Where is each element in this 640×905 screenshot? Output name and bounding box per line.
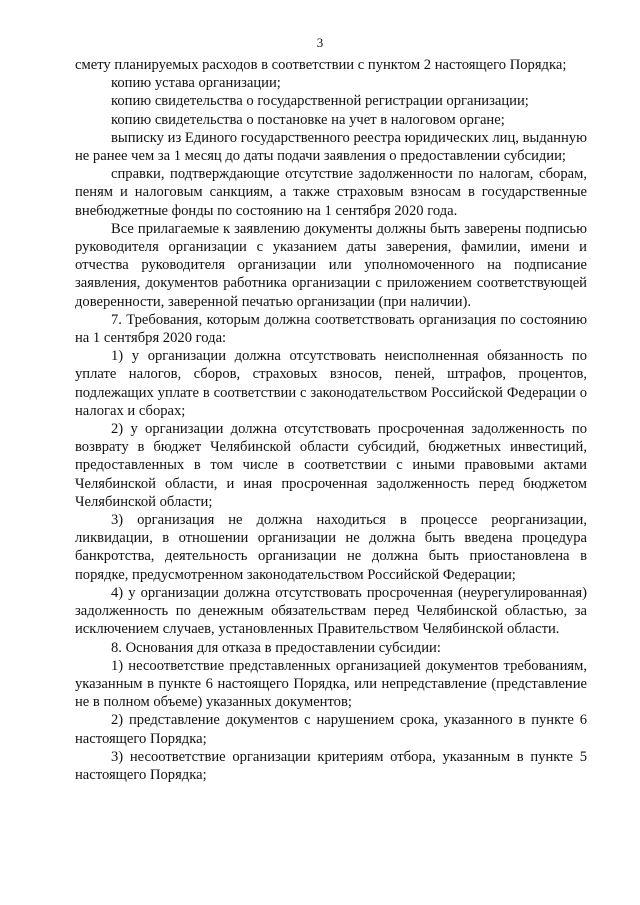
paragraph: 2) у организации должна отсутствовать просроченная задолженность по возврату в бюджет Челябинской области субсидий, бюджетных инвестиций, предоставленных в том числе в соответствии с иными правовыми актами Челябинской области, и иная просроченная задолженность перед бюджетом Челябинской области;: [75, 421, 587, 510]
paragraph: копию свидетельства о постановке на учет в налоговом органе;: [111, 111, 505, 128]
paragraph: смету планируемых расходов в соответствии с пунктом 2 настоящего Порядка;: [75, 57, 567, 73]
paragraph: справки, подтверждающие отсутствие задолженности по налогам, сборам, пеням и налоговым санкциям, а также страховым взносам в государственные внебюджетные фонды по состоянию на 1 сентября 2020 года.: [75, 166, 587, 219]
paragraph: 7. Требования, которым должна соответствовать организация по состоянию на 1 сентября 2020 года:: [75, 311, 587, 347]
paragraph: 1) у организации должна отсутствовать неисполненная обязанность по уплате налогов, сборов, страховых взносов, пеней, штрафов, процентов, подлежащих уплате в соответствии с законодательством Российской Федерации о налогах и сборах;: [75, 348, 587, 419]
document-body: [75, 56, 587, 784]
paragraph: 2) представление документов с нарушением срока, указанного в пункте 6 настоящего Порядка;: [75, 712, 587, 747]
paragraph: Все прилагаемые к заявлению документы должны быть заверены подписью руководителя организации с указанием даты заверения, фамилии, имени и отчества руководителя организации или уполномоченного на подписание заявления, документов работника организации с приложением соответствующей доверенности, заверенной печатью организации (при наличии).: [75, 220, 587, 310]
paragraph: 3) несоответствие организации критериям отбора, указанным в пункте 5 настоящего Порядка;: [75, 748, 587, 783]
page-number: 3: [316, 35, 324, 50]
paragraph: копию устава организации;: [111, 75, 281, 92]
paragraph: 8. Основания для отказа в предоставлении субсидии:: [111, 639, 441, 656]
paragraph: 3) организация не должна находиться в процессе реорганизации, ликвидации, в отношении организации не должна быть введена процедура банкротства, деятельность организации не должна быть приостановлена в порядке, предусмотренном законодательством Российской Федерации;: [75, 512, 587, 583]
paragraph: 4) у организации должна отсутствовать просроченная (неурегулированная) задолженность по денежным обязательствам перед Челябинской областью, за исключением случаев, установленных Правительством Челябинской области.: [75, 584, 587, 638]
paragraph: копию свидетельства о государственной регистрации организации;: [111, 93, 529, 110]
paragraph: 1) несоответствие представленных организацией документов требованиям, указанным в пункте 6 настоящего Порядка, или непредставление (представление не в полном объеме) указанных документов;: [75, 657, 587, 711]
paragraph: выписку из Единого государственного реестра юридических лиц, выданную не ранее чем за 1 месяц до даты подачи заявления о предоставлении субсидии;: [75, 129, 587, 165]
